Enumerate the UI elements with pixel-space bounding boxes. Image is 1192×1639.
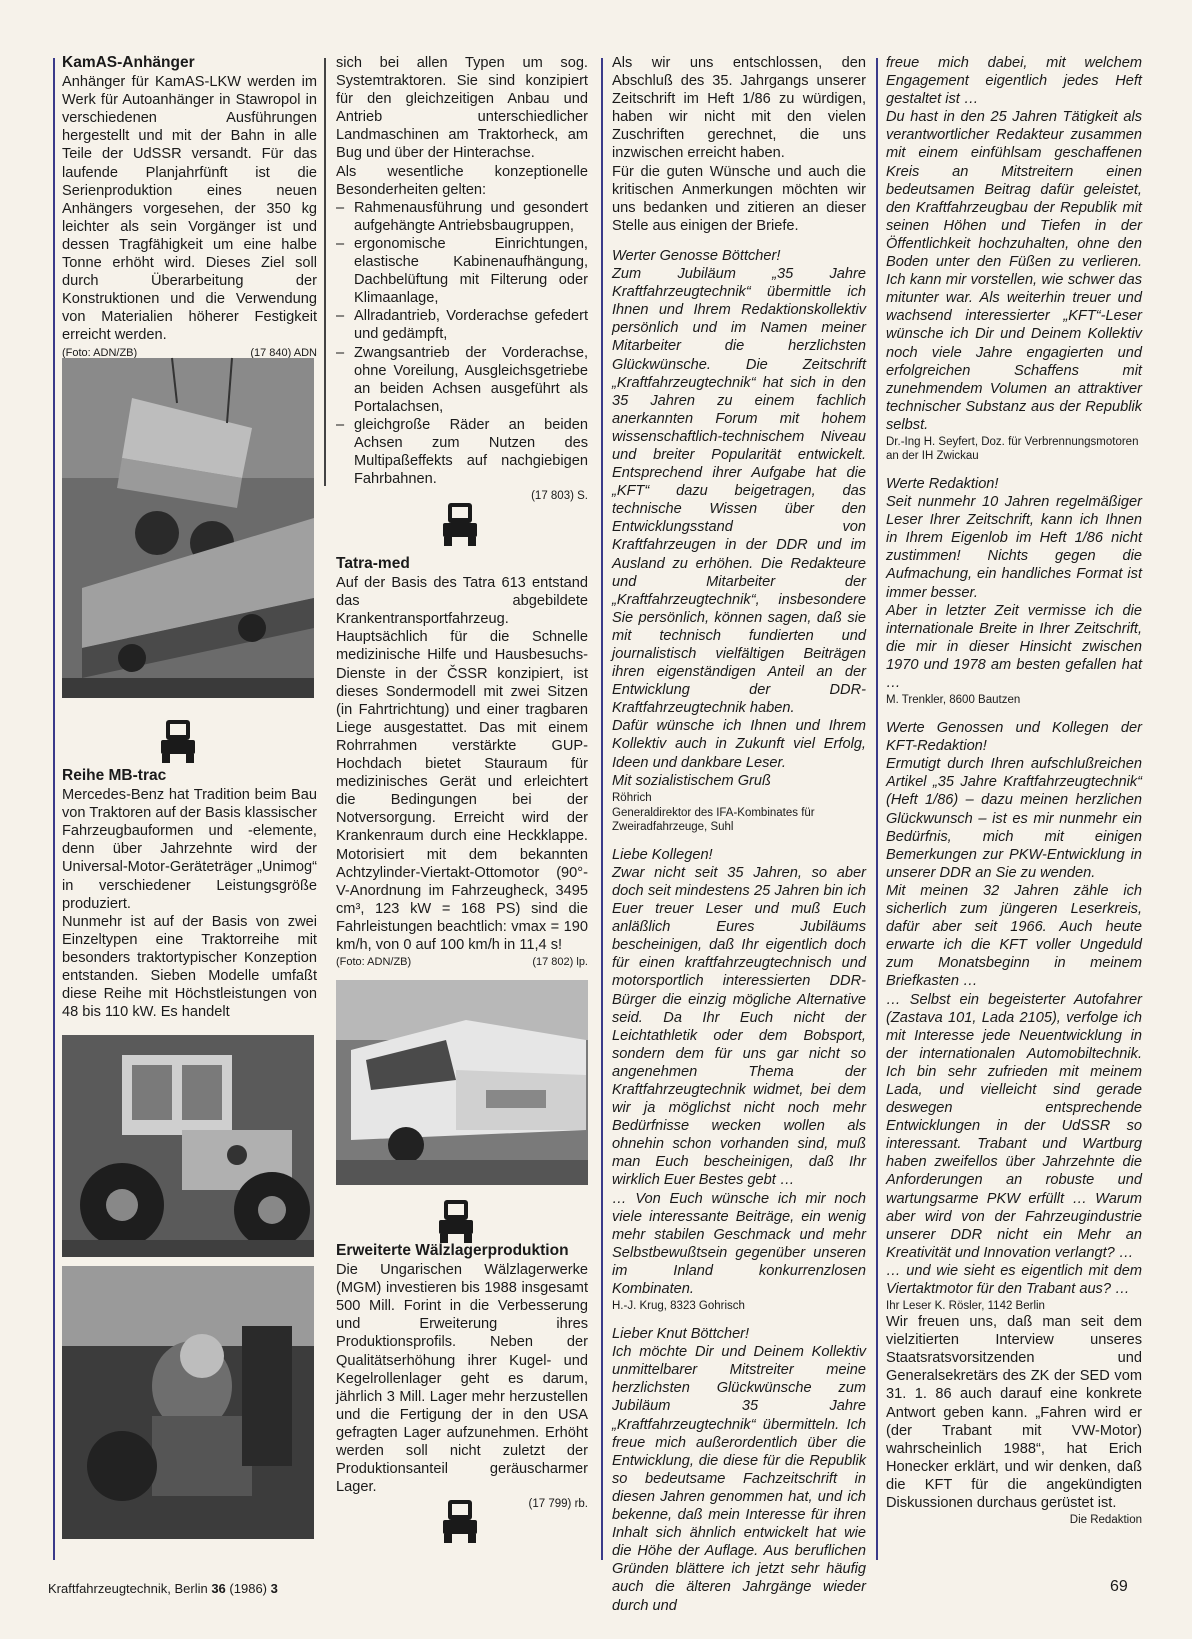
- mbtrac-interior-photo: [62, 1266, 314, 1539]
- letter4-salutation: Werte Redaktion!: [886, 475, 999, 492]
- column-3: [612, 54, 866, 1614]
- letter1-salutation: Werter Genosse Böttcher!: [612, 247, 781, 264]
- editorial-closing: Wir freuen uns, daß man seit dem vielzitierten Interview unseres Staatsratsvorsitzenden und Generalsekretärs des ZK der SED vom 31. 1. 86 auch darauf eine konkrete Antwort geben kann. „Fahren wird er (der Trabant mit VW-Motor) wahrscheinlich 1988“, hat Erich Honecker erklärt, und wir denken, daß die KFT für die angekündigten Diskussionen durchaus gerüstet ist.: [886, 1314, 1142, 1512]
- kamas-photo-credit: (Foto: ADN/ZB): [62, 346, 138, 359]
- feature-item: – gleichgroße Räder an beiden Achsen zum Nutzen des Multipaßeffekts auf nachgiebigen Fahrbahnen.: [336, 416, 588, 488]
- letter4-signature: M. Trenkler, 8600 Bautzen: [886, 694, 1021, 707]
- mbtrac-article: [62, 767, 317, 1027]
- letters-intro-2: Für die guten Wünsche und auch die kritischen Anmerkungen möchten wir uns bedanken und zitieren an dieser Stelle aus einigen der Briefe.: [612, 163, 866, 234]
- letter3-continued: freue mich dabei, mit welchem Engagement eigentlich jedes Heft gestaltet ist …: [886, 55, 1142, 108]
- car-logo-icon: [158, 718, 198, 764]
- mbtrac-body-1: Mercedes-Benz hat Tradition beim Bau von Traktoren auf der Basis klassischer Fahrzeugbauformen und -elemente, denn über Jahrzehnte wird der Universal-Motor-Geräteträger „Unimog“ in verschiedener Leistungsgröße produziert.: [62, 787, 317, 912]
- letter3-signature: Dr.-Ing H. Seyfert, Doz. für Verbrennungsmotoren an der IH Zwickau: [886, 435, 1139, 462]
- kamas-trailer-photo: [62, 358, 314, 698]
- letter3-body: Ich möchte Dir und Deinem Kollektiv unmittelbarer Mitstreiter meine herzlichsten Glückwünsche zum Jubiläum 35 Jahre „Kraftfahrzeugtechnik“ übermitteln. Ich freue mich außerordentlich über die Entwicklung, die diese für die Republik so bedeutsame Fachzeitschrift in diesen Jahren genommen hat, und ich bekenne, daß mein Interesse für ihren Inhalt sich ähnlich entwickelt hat wie die Höhe der Auflage. Aus beruflichen Gründen blättere ich jetzt sehr häufig auch die älteren Jahrgänge wieder durch und: [612, 1344, 866, 1614]
- footer-issue: 3: [270, 1581, 278, 1596]
- tatra-ambulance-photo: [336, 980, 588, 1185]
- tatra-ref: (17 802) lp.: [532, 956, 588, 969]
- letter1-signature: Generaldirektor des IFA-Kombinates für Zweiradfahrzeuge, Suhl: [612, 806, 815, 833]
- letter4-body-2: Aber in letzter Zeit vermisse ich die internationale Breite in Ihrer Zeitschrift, die mir in dieser Hinsicht zwischen 1970 und 1978 am besten gefallen hat …: [886, 602, 1142, 691]
- mbtrac-body-2: Nunmehr ist auf der Basis von zwei Einzeltypen eine Traktorreihe mit besonders traktortypischer Konzeption entstanden. Sieben Modelle umfaßt diese Reihe mit Höchstleistungen von 48 bis 110 kW. Es handelt: [62, 913, 317, 1021]
- column-4: [886, 54, 1142, 1564]
- letter2-signature: H.-J. Krug, 8323 Gohrisch: [612, 1300, 745, 1313]
- letter2-body-2: … Von Euch wünsche ich mir noch viele interessante Beiträge, ein wenig mehr stabilen Geschmack und mehr Selbstbewußtsein gegenüber unseren im Inland konkurrenzlosen Kombinaten.: [612, 1190, 866, 1297]
- tatra-heading: Tatra-med: [336, 555, 410, 572]
- features-list: [336, 199, 588, 489]
- column-rule-2: [324, 58, 326, 486]
- footer-volume: 36: [211, 1581, 226, 1596]
- tatra-article: [336, 555, 588, 975]
- waelzlager-heading: Erweiterte Wälzlagerproduktion: [336, 1242, 569, 1259]
- editorial-signature: Die Redaktion: [1069, 1514, 1142, 1527]
- kamas-body: Anhänger für KamAS-LKW werden im Werk für Autoanhänger in Stawropol in verschiedenen Ausführungen hergestellt und mit der Bahn in alle Teile der UdSSR versandt. Für das laufende Planjahrfünft ist die Serienproduktion eines neuen Anhängers vorgesehen, der 350 kg leichter als sein Vorgänger ist und dessen Tragfähigkeit um eine halbe Tonne erhöht wird. Dieses Ziel soll durch Überarbeitung der Konstruktionen und die Verwendung von Materialien höherer Festigkeit erreicht werden.: [62, 74, 317, 344]
- letter5-body-2: Mit meinen 32 Jahren zähle ich sicherlich zum jüngeren Leserkreis, dafür aber seit 1966. Auch heute erwarte ich die KFT voller Ungeduld zum Monatsbeginn in meinem Briefkasten …: [886, 882, 1142, 990]
- letter5-body-3: … Selbst ein begeisterter Autofahrer (Zastava 101, Lada 2105), verfolge ich mit Interesse jede Neuentwicklung in der internationalen Automobiltechnik. Ich bin sehr zufrieden mit meinem Lada, und vielleicht sind gerade deswegen entsprechende Entwicklungen in der UdSSR so interessant. Trabant und Wartburg haben zweifellos über Jahrzehnte die Anforderungen an robuste und wartungsarme PKW erfüllt … Warum aber wird von der Fahrzeugindustrie unserer DDR nicht ein Mehr an Kreativität und Innovation verlangt? …: [886, 991, 1142, 1261]
- waelzlager-ref: (17 799) rb.: [528, 1498, 588, 1511]
- mbtrac-continued: sich bei allen Typen um sog. Systemtraktoren. Sie sind konzipiert für den gleichzeitigen Anbau und Antrieb unterschiedlicher Landmaschinen am Traktorheck, am Bug und über der Hinterachse.: [336, 55, 588, 162]
- mbtrac-ref: (17 803) S.: [531, 490, 588, 503]
- letter1-name: Röhrich: [612, 791, 652, 804]
- letter3-body-2: Du hast in den 25 Jahren Tätigkeit als verantwortlicher Redakteur zusammen mit einem einfühlsam geschaffenen Kreis an Mitstreitern einen bedeutsamen Beitrag dafür geleistet, den Kraftfahrzeugbau der Republik mit seinen Höhen und Tiefen in der Öffentlichkeit hochzuhalten, ohne den Boden unter den Füßen zu verlieren. Ich kann mir vorstellen, wie schwer das mitunter war. Als weiterhin treuer und wachsend interessierter „KFT“-Leser wünsche ich Dir und Deinem Kollektiv noch viele Jahre engagierten und erfolgreichen Schaffens mit zunehmendem Volumen an attraktiver technischer Substanz aus der Republik selbst.: [886, 109, 1142, 433]
- footer-journal: Kraftfahrzeugtechnik, Berlin: [48, 1581, 208, 1596]
- tatra-caption: [336, 955, 588, 969]
- kamas-heading: KamAS-Anhänger: [62, 54, 195, 71]
- letters-intro-1: Als wir uns entschlossen, den Abschluß des 35. Jahrgangs unserer Zeitschrift im Heft 1/86 zu würdigen, haben wir nicht mit den vielen Zuschriften gerechnet, die uns inzwischen erreicht haben.: [612, 55, 866, 162]
- page-number: 69: [1110, 1578, 1128, 1595]
- letter5-body-4: … und wie sieht es eigentlich mit dem Viertaktmotor für den Trabant aus? …: [886, 1262, 1142, 1297]
- waelzlager-article: [336, 1242, 588, 1511]
- letter2-body: Zwar nicht seit 35 Jahren, so aber doch seit mindestens 25 Jahren bin ich Euer treuer Leser und muß Euch anläßlich Eures Jubiläums bescheinigen, daß Ihr eigentlich doch für einen kraftfahrzeugtechnisch und motorsportlich interessierten DDR-Bürger die einzig mögliche Alternative seid. Da Ihr Euch nicht der Leichtathletik oder dem Bobsport, sondern dem für uns gar nicht so angenehmen Thema der Kraftfahrzeugtechnik widmet, bei dem wir ja möglichst nicht noch mehr Bedürfnisse wecken wollen als ohnehin schon vorhanden sind, muß man Euch bescheinigen, daß Ihr wirklich Euer Bestes gebt …: [612, 864, 866, 1189]
- letter1-body-2: Dafür wünsche ich Ihnen und Ihrem Kollektiv auch in Zukunft viel Erfolg, Ideen und dankbare Leser.: [612, 718, 866, 771]
- letter1-body: Zum Jubiläum „35 Jahre Kraftfahrzeugtechnik“ übermittle ich Ihnen und Ihrem Redaktionskollektiv persönlich und im Namen meiner Mitarbeiter die herzlichsten Glückwünsche. Die Zeitschrift „Kraftfahrzeugtechnik“ hat sich in den 35 Jahren zu einem fachlich anerkannten Forum mit hohem wissenschaftlich-technischem Niveau und breiter Popularität entwickelt. Entsprechend ihrer Aufgabe hat die „KFT“ dazu beigetragen, das technische Wissen über den Entwicklungsstand von Kraftfahrzeugen in der DDR und im Ausland zu erhöhen. Die Redakteure und Mitarbeiter der „Kraftfahrzeugtechnik“, insbesondere Sie persönlich, können sagen, daß sie mit technisch fundierten und journalistisch vielfältigen Beiträgen ihren eigenständigen Anteil an der Entwicklung der DDR-Kraftfahrzeugtechnik haben.: [612, 266, 866, 717]
- footer: [48, 1581, 278, 1596]
- feature-item: – ergonomische Einrichtungen, elastische Kabinenaufhängung, Dachbelüftung mit Filterung oder Klimaanlage,: [336, 235, 588, 307]
- tatra-photo-credit: (Foto: ADN/ZB): [336, 956, 412, 969]
- column-rule-4: [876, 58, 878, 1560]
- tatra-body: Auf der Basis des Tatra 613 entstand das abgebildete Krankentransportfahrzeug. Hauptsächlich für die Schnelle medizinische Hilfe und Hausbesuchs-Dienste in der ČSSR konzipiert, ist dieses Sondermodell mit zwei Sitzen (in Fahrtrichtung) und einer tragbaren Liege ausgestattet. Das mit einem Rohrrahmen verstärkte GUP-Hochdach bietet Stauraum für medizinisches Gerät und erleichtert die Bedingungen bei der Notversorgung. Erreicht wird der Krankenraum durch eine Heckklappe. Motorisiert mit dem bekannten Achtzylinder-Viertakt-Ottomotor (90°-V-Anordnung im Fahrzeugheck, 3495 cm³, 123 kW = 168 PS) sind die Fahrleistungen beachtlich: vmax = 190 km/h, von 0 auf 100 km/h in 11,4 s!: [336, 575, 588, 953]
- mbtrac-tractor-photo: [62, 1035, 314, 1257]
- letter5-signature: Ihr Leser K. Rösler, 1142 Berlin: [886, 1300, 1045, 1313]
- feature-item: – Zwangsantrieb der Vorderachse, ohne Voreilung, Ausgleichsgetriebe an beiden Achsen ausgeführt als Portalachsen,: [336, 344, 588, 416]
- column-2: [336, 54, 588, 503]
- column-rule-3: [601, 58, 603, 1560]
- footer-year: (1986): [229, 1581, 267, 1596]
- letter3-salutation: Lieber Knut Böttcher!: [612, 1326, 750, 1343]
- car-logo-icon: [436, 1198, 476, 1244]
- letter2-salutation: Liebe Kollegen!: [612, 846, 713, 863]
- car-logo-icon: [440, 501, 480, 547]
- waelzlager-body: Die Ungarischen Wälzlagerwerke (MGM) investieren bis 1988 insgesamt 500 Mill. Forint in die Verbesserung und Erweiterung ihres Produktionsprofils. Neben der Qualitätserhöhung ihrer Kugel- und Kegelrollenlager geht es darum, jährlich 3 Mill. Lager mehr herzustellen und die Fertigung der in den USA gefragten Lager aufzunehmen. Erhöht werden soll nicht zuletzt der Produktionsanteil geräuscharmer Lager.: [336, 1262, 588, 1496]
- letter5-salutation: Werte Genossen und Kollegen der KFT-Redaktion!: [886, 720, 1142, 755]
- feature-item: – Allradantrieb, Vorderachse gefedert und gedämpft,: [336, 307, 588, 343]
- kamas-ref: (17 840) ADN: [250, 346, 317, 359]
- letter5-body: Ermutigt durch Ihren aufschlußreichen Artikel „35 Jahre Kraftfahrzeugtechnik“ (Heft 1/86) – dazu meinen herzlichen Glückwunsch – ist es mir nunmehr ein Bedürfnis, mich mit einigen Bemerkungen zur PKW-Entwicklung in unserer DDR an Sie zu wenden.: [886, 756, 1142, 881]
- feature-item: – Rahmenausführung und gesondert aufgehängte Antriebsbaugruppen,: [336, 199, 588, 235]
- column-rule-1: [53, 58, 55, 1560]
- car-logo-icon: [440, 1498, 480, 1544]
- letter1-closing: Mit sozialistischem Gruß: [612, 772, 771, 789]
- features-intro: Als wesentliche konzeptionelle Besonderheiten gelten:: [336, 163, 588, 198]
- mbtrac-heading: Reihe MB-trac: [62, 767, 167, 784]
- letter4-body: Seit nunmehr 10 Jahren regelmäßiger Leser Ihrer Zeitschrift, kann ich Ihnen in Ihrem Eigenlob im Heft 1/86 nicht zustimmen! Nichts gegen die Aufmachung, ein handliches Format ist immer besser.: [886, 494, 1142, 601]
